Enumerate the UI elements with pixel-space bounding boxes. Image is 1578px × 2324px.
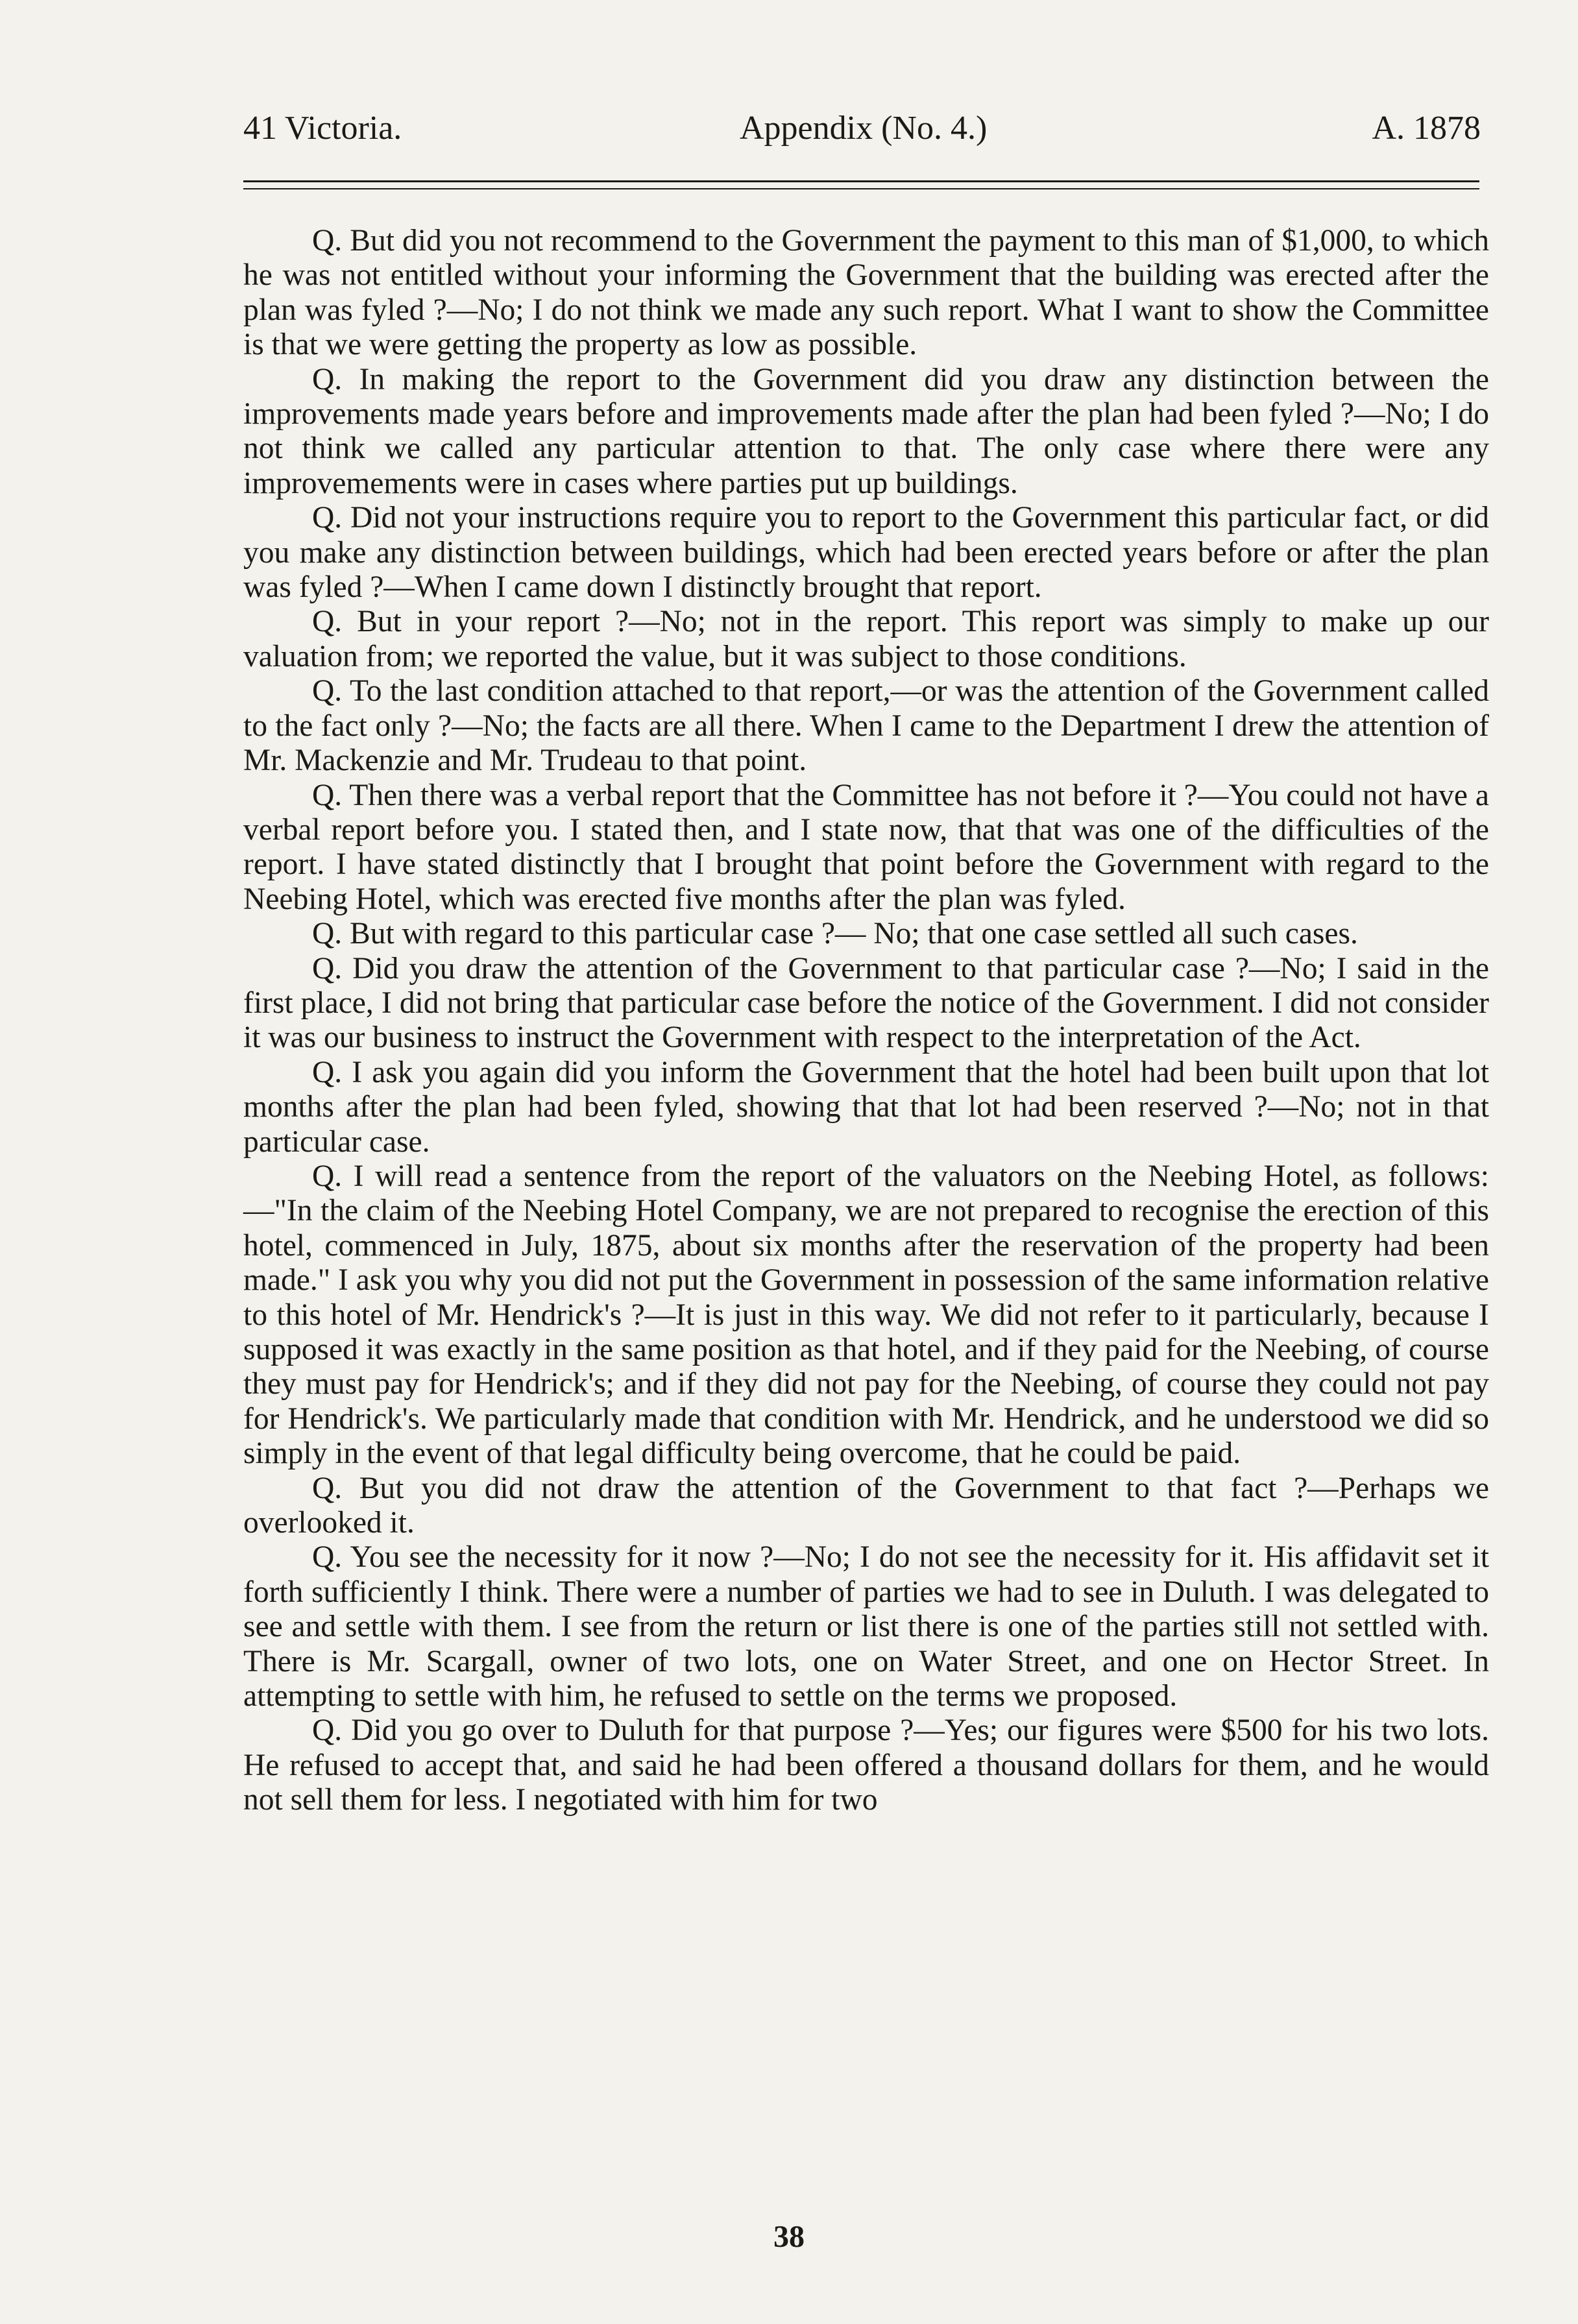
header-year: A. 1878 (1372, 110, 1481, 147)
testimony-paragraph: Q. Did you go over to Duluth for that purpose ?—Yes; our figures were $500 for his two lots. He refused to accept that, and said he had been offered a thousand dollars for them, and he would not sell them for less. I negotiated with him for two (243, 1713, 1489, 1817)
testimony-paragraph: Q. Did not your instructions require you to report to the Government this particular fact, or did you make any distinction between buildings, which had been erected years before or after the plan was fyled ?—When I came down I distinctly brought that report. (243, 501, 1489, 605)
testimony-paragraph: Q. To the last condition attached to that report,—or was the attention of the Government called to the fact only ?—No; the facts are all there. When I came to the Department I drew the attention of Mr. Mackenzie and Mr. Trudeau to that point. (243, 674, 1489, 778)
testimony-paragraph: Q. You see the necessity for it now ?—No; I do not see the necessity for it. His affidavit set it forth sufficiently I think. There were a number of parties we had to see in Duluth. I was delegated to see and settle with them. I see from the return or list there is one of the parties still not settled with. There is Mr. Scargall, owner of two lots, one on Water Street, and one on Hector Street. In attempting to settle with him, he refused to settle on the terms we proposed. (243, 1540, 1489, 1713)
testimony-paragraph: Q. Then there was a verbal report that the Committee has not before it ?—You could not have a verbal report before you. I stated then, and I state now, that that was one of the difficulties of the report. I have stated distinctly that I brought that point before the Government with regard to the Neebing Hotel, which was erected five months after the plan was fyled. (243, 778, 1489, 916)
running-header (243, 109, 1481, 154)
testimony-paragraph: Q. I ask you again did you inform the Government that the hotel had been built upon that lot months after the plan had been fyled, showing that that lot had been reserved ?—No; not in that particular case. (243, 1055, 1489, 1159)
testimony-paragraph: Q. But you did not draw the attention of the Government to that fact ?—Perhaps we overlooked it. (243, 1471, 1489, 1540)
header-rule-bottom (243, 188, 1479, 189)
header-rule-top (243, 180, 1479, 182)
page-number: 38 (773, 2220, 805, 2254)
testimony-paragraph: Q. In making the report to the Government did you draw any distinction between the improvements made years before and improvements made after the plan had been fyled ?—No; I do not think we called any particular attention to that. The only case where there were any improvemements were in cases where parties put up buildings. (243, 362, 1489, 500)
testimony-paragraph: Q. I will read a sentence from the report of the valuators on the Neebing Hotel, as follows:—"In the claim of the Neebing Hotel Company, we are not prepared to recognise the erection of this hotel, commenced in July, 1875, about six months after the reservation of the property had been made." I ask you why you did not put the Government in possession of the same information relative to this hotel of Mr. Hendrick's ?—It is just in this way. We did not refer to it particularly, because I supposed it was exactly in the same position as that hotel, and if they paid for the Neebing, of course they must pay for Hendrick's; and if they did not pay for the Neebing, of course they could not pay for Hendrick's. We particularly made that condition with Mr. Hendrick, and he understood we did so simply in the event of that legal difficulty being overcome, that he could be paid. (243, 1159, 1489, 1471)
testimony-paragraph: Q. Did you draw the attention of the Government to that particular case ?—No; I said in the first place, I did not bring that particular case before the notice of the Government. I did not consider it was our business to instruct the Government with respect to the interpretation of the Act. (243, 951, 1489, 1055)
testimony-paragraph: Q. But in your report ?—No; not in the report. This report was simply to make up our valuation from; we reported the value, but it was subject to those conditions. (243, 605, 1489, 673)
header-appendix: Appendix (No. 4.) (740, 110, 988, 147)
testimony-body (243, 224, 1489, 1818)
header-session: 41 Victoria. (243, 110, 402, 147)
testimony-paragraph: Q. But with regard to this particular case ?— No; that one case settled all such cases. (312, 917, 1358, 951)
testimony-paragraph: Q. But did you not recommend to the Government the payment to this man of $1,000, to which he was not entitled without your informing the Government that the building was erected after the plan was fyled ?—No; I do not think we made any such report. What I want to show the Committee is that we were getting the property as low as possible. (243, 224, 1489, 362)
